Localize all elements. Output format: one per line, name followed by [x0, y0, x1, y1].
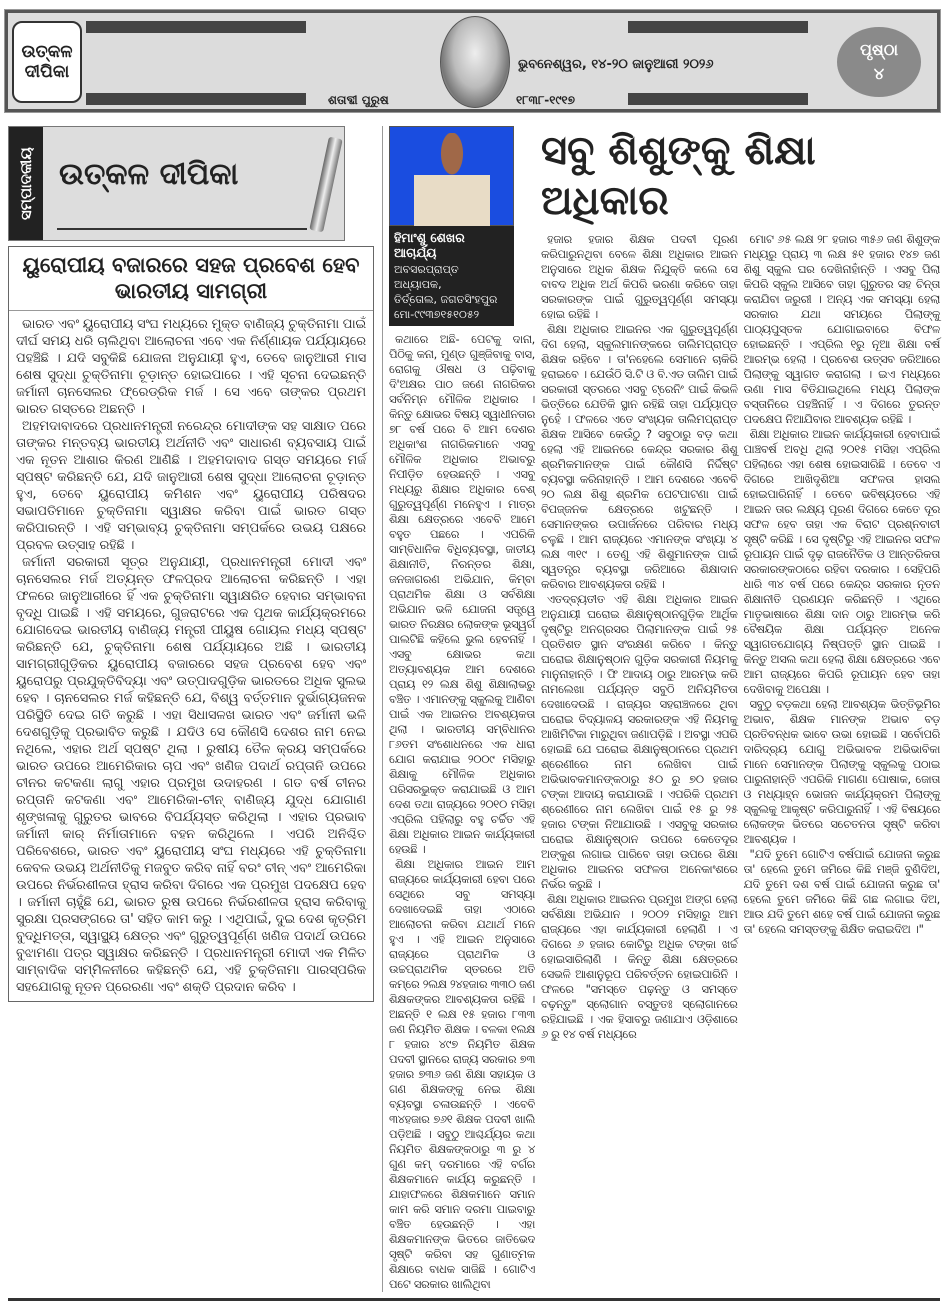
- founder-portrait: [440, 16, 510, 108]
- paragraph: ଅହମଦାବାଦରେ ପ୍ରଧାନମନ୍ତ୍ରୀ ନରେନ୍ଦ୍ର ମୋଦୀଙ୍କ ସହ ସାକ୍ଷାତ ପରେ ତାଙ୍କର ମନ୍ତବ୍ୟ ଭାରତୀୟ ଅର୍ଥନୀତି ଏବଂ ସାଧାରଣ ବ୍ୟବସାୟ ପାଇଁ ଏକ ନୂତନ ଆଶାର କିରଣ ଆଣିଛି । ଅହମଦାବାଦ ଗସ୍ତ ସମୟରେ ମର୍ଜ ସ୍ପଷ୍ଟ କରିଛନ୍ତି ଯେ, ଯଦି ଜାନୁଆରୀ ଶେଷ ସୁଦ୍ଧା ଆଲୋଚନା ଚୂଡ଼ାନ୍ତ ହୁଏ, ତେବେ ୟୁରୋପୀୟ କମିଶନ ଏବଂ ୟୁରୋପୀୟ ପରିଷଦର ସଭାପତିମାନେ ଚୁକ୍ତିନାମା ସ୍ୱାକ୍ଷର କରିବା ପାଇଁ ଭାରତ ଗସ୍ତ କରିପାରନ୍ତି । ଏହି ସମ୍ଭାବ୍ୟ ଚୁକ୍ତିନାମା ସମ୍ପର୍କରେ ଉଭୟ ପକ୍ଷରେ ପ୍ରବଳ ଉତ୍ସାହ ରହିଛି ।: [16, 419, 366, 553]
- article-columns: [541, 232, 940, 1042]
- article-column-1: [389, 332, 535, 1292]
- logo-text: ଉତ୍କଳ ଦୀପିକା: [21, 41, 73, 82]
- portrait-years: ୧୮୩୮-୧୯୧୭: [516, 93, 576, 107]
- paragraph: ଶିକ୍ଷା ଅଧିକାର ଆଇନ ଆମ ରାଜ୍ୟରେ କାର୍ଯ୍ୟକାରୀ ହେବା ପରେ ସେଥିରେ ସବୁ ସମସ୍ୟା ଦେଖାଦେଇଛି ତାହା ଏଠାରେ ଆଲୋଚନା କରିବା ଯଥାର୍ଥ ମନେ ହୁଏ । ଏହି ଆଇନ ଅନୁସାରେ ରାଜ୍ୟରେ ପ୍ରାଥମିକ ଓ ଉଚ୍ଚପ୍ରାଥମିକ ସ୍ତରରେ ଅତି କମ୍‌ରେ ୨ଲକ୍ଷ ୨୪ହଜାର ୩୩୦ ଜଣ ଶିକ୍ଷକଙ୍କର ଆବଶ୍ୟକତା ରହିଛି । ଅଛନ୍ତି ୧ ଲକ୍ଷ ୧୫ ହଜାର ୮୩୩ ଜଣ ନିୟମିତ ଶିକ୍ଷକ । ବଳକା ୧ଲକ୍ଷ ୮ ହଜାର ୪୯୭ ନିୟମିତ ଶିକ୍ଷକ ପଦବୀ ସ୍ଥାନରେ ରାଜ୍ୟ ସରକାର ୭୩ ହଜାର ୭୩୬ ଜଣ ଶିକ୍ଷା ସହାୟକ ଓ ଗଣ ଶିକ୍ଷକଙ୍କୁ ନେଇ ଶିକ୍ଷା ବ୍ୟବସ୍ଥା ଚଳାଉଛନ୍ତି । ଏବେବି ୩୪ହଜାର ୭୬୧ ଶିକ୍ଷକ ପଦବୀ ଖାଲି ପଡ଼ିଅଛି । ସବୁଠୁ ଆଶ୍ଚର୍ଯ୍ୟର କଥା ନିୟମିତ ଶିକ୍ଷକଙ୍କଠାରୁ ୩ ରୁ ୪ ଗୁଣ କମ୍ ଦରମାରେ ଏହି ବର୍ଗର ଶିକ୍ଷକମାନେ କାର୍ଯ୍ୟ କରୁଛନ୍ତି । ଯାହାଫଳରେ ଶିକ୍ଷକମାନେ ସମାନ କାମ କରି ସମାନ ଦରମା ପାଇବାରୁ ବଞ୍ଚିତ ହେଉଛନ୍ତି । ଏହା ଶିକ୍ଷକମାନଙ୍କ ଭିତରେ ଜାତିଭେଦ ସୃଷ୍ଟି କରିବା ସହ ଗୁଣାତ୍ମକ ଶିକ୍ଷାରେ ବାଧକ ସାଜିଛି । ଗୋଟିଏ ପଟେ ସରକାର ଖାଲିଥିବା: [389, 857, 535, 1291]
- author-box: [389, 226, 514, 326]
- issue-date: ଭୁବନେଶ୍ୱର, ୧୪-୨୦ ଜାନୁଆରୀ ୨୦୨୬: [518, 57, 714, 72]
- article-title: ସବୁ ଶିଶୁଙ୍କୁ ଶିକ୍ଷା ଅଧିକାର: [541, 128, 816, 224]
- paragraph: ଶିକ୍ଷା ଅଧିକାର ଆଇନର ଏକ ଗୁରୁତ୍ୱପୂର୍ଣ୍ଣ ଦିଗ ହେଲା, ସ୍କୁଲମାନଙ୍କରେ ତାଲିମପ୍ରାପ୍ତ ଶିକ୍ଷକ ରହିବେ । ତା'ନହେଲେ ସେମାନେ ଚାକିରି ହରାଇବେ । ଯେଉଁଠି ସି.ଟି ଓ ବି.ଏଡ ତାଲିମ ପାଇଁ ସରକାରୀ ସ୍ତରରେ ଏସବୁ ଟ୍ରେନିଂ ପାଇଁ କିଭଳି ଭିତ୍ତିରେ ଯେତିକି ସ୍ଥାନ ରହିଛି ତାହା ପର୍ଯ୍ୟାପ୍ତ ନୁହେଁ । ଫଳରେ ଏତେ ସଂଖ୍ୟକ ତାଲିମପ୍ରାପ୍ତ ଶିକ୍ଷକ ଆସିବେ କେଉଁଠୁ ? ସବୁଠାରୁ ବଡ଼ କଥା ହେଲା ଏହି ଆଇନରେ କେନ୍ଦ୍ର ସରକାର ଶିଶୁ ଶ୍ରମିକମାନଙ୍କ ପାଇଁ କୌଣସି ନିର୍ଦ୍ଦିଷ୍ଟ ବ୍ୟବସ୍ଥା କରିନାହାନ୍ତି । ଆମ ଦେଶରେ ଏବେବି ୨୦ ଲକ୍ଷ ଶିଶୁ ଶ୍ରମିକ ପେଟପାଟଣା ପାଇଁ ବିପଜ୍ଜନକ କ୍ଷେତ୍ରରେ ଖଟୁଛନ୍ତି । ସେମାନଙ୍କର ଉପାର୍ଜନରେ ପରିବାର ମଧ୍ୟ ଚଳୁଛି । ଆମ ରାଜ୍ୟରେ ଏମାନଙ୍କ ସଂଖ୍ୟା ୪ ଲକ୍ଷ ୩୧୯ । ତେଣୁ ଏହି ଶିଶୁମାନଙ୍କ ପାଇଁ ସ୍ୱତନ୍ତ୍ର ବ୍ୟବସ୍ଥା ଜରିଆରେ ଶିକ୍ଷାଦାନ କରିବାର ଆବଶ୍ୟକତା ରହିଛି ।: [541, 322, 738, 591]
- page-body: [8, 126, 940, 1292]
- masthead: [5, 10, 940, 112]
- author-role: ଅବସରପ୍ରାପ୍ତ ଅଧ୍ୟାପକ,: [394, 263, 459, 291]
- paragraph: ଶିକ୍ଷା ଅଧିକାର ଆଇନର ପ୍ରମୁଖ ଅଙ୍ଗ ହେଲା ସର୍ବଶିକ୍ଷା ଅଭିଯାନ । ୨୦୦୨ ମସିହାରୁ ଆମ ରାଜ୍ୟରେ ଏହା କାର୍ଯ୍ୟକାରୀ ହେଲାଣି । ଏ ଦିଗରେ ୬ ହଜାର କୋଟିରୁ ଅଧିକ ଟଙ୍କା ଖର୍ଚ୍ଚ ହୋଇସାରିଲାଣି । କିନ୍ତୁ ଶିକ୍ଷା କ୍ଷେତ୍ରରେ ସେଭଳି ଆଶାନୁରୂପ ପରିବର୍ତ୍ତନ ହୋଇପାରିନି । ଫଳରେ "ସମସ୍ତେ ପଢ଼ନ୍ତୁ ଓ ସମସ୍ତେ ବଢ଼ନ୍ତୁ" ସ୍ଲୋଗାନ ବସ୍ତୁତଃ ସ୍ଲୋଗାନରେ ରହିଯାଇଛି । ଏକ ହିସାବରୁ ଜଣାଯାଏ ଓଡ଼ିଶାରେ ୬ ରୁ ୧୪ ବର୍ଷ ମଧ୍ୟରେ: [541, 892, 738, 1041]
- decorative-bar: [86, 93, 306, 105]
- paragraph: ସବୁଠୁ ବଡ଼କଥା ହେଲା ଆବଶ୍ୟକ ଭିତ୍ତିଭୂମିର ଅଭାବ, ଶିକ୍ଷକ ମାନଙ୍କ ଅଭାବ ବଡ଼ ପ୍ରତିବନ୍ଧକ ଭାବେ ଉଭା ହୋଇଛି । ସର୍ବୋପରି ଦାରିଦ୍ର୍ୟ ଯୋଗୁ ଅଭିଭାବକ ଅଭିଭାବିକା ମାନେ ସେମାନଙ୍କ ପିଲାଙ୍କୁ ସ୍କୁଲକୁ ପଠାଇ ପାରୁନାହାନ୍ତି ଏପରିକି ମାଗଣା ପୋଷାକ, ଜୋତା ଓ ମଧ୍ୟାହ୍ନ ଭୋଜନ କାର୍ଯ୍ୟକ୍ରମ ପିଲାଙ୍କୁ ସ୍କୁଲକୁ ଆକୃଷ୍ଟ କରିପାରୁନାହିଁ । ଏହି ବିଷୟରେ ଲୋକଙ୍କ ଭିତରେ ସଚେତନତା ସୃଷ୍ଟି କରିବା ଆବଶ୍ୟକ ।: [743, 697, 940, 846]
- bottom-rule: [8, 1298, 940, 1301]
- article-main-area: [541, 126, 940, 1292]
- editorial-article: [8, 246, 374, 1002]
- feature-article: [382, 126, 940, 1292]
- paragraph: ଏତଦ୍‌ବ୍ୟତୀତ ଏହି ଶିକ୍ଷା ଅଧିକାର ଆଇନ ଅନୁଯାୟୀ ଘରୋଇ ଶିକ୍ଷାନୁଷ୍ଠାନଗୁଡ଼ିକ ଆର୍ଥିକ ଦୃଷ୍ଟିରୁ ଅନଗ୍ରସର ପିଲାମାନଙ୍କ ପାଇଁ ୨୫ ପ୍ରତିଶତ ସ୍ଥାନ ସଂରକ୍ଷଣ କରିବେ । କିନ୍ତୁ ଘରୋଇ ଶିକ୍ଷାନୁଷ୍ଠାନ ଗୁଡ଼ିକ ସରକାରୀ ନିୟମକୁ ମାନୁନାହାନ୍ତି । ଫି ଆଦାୟ ଠାରୁ ଆରମ୍ଭ କରି ନାମଲେଖା ପର୍ଯ୍ୟନ୍ତ ସବୁଠି ଅନିୟମିତତା ଦେଖାଦେଉଛି । ରାଜ୍ୟର ସହରାଞ୍ଚଳରେ ଥିବା ଘରୋଇ ବିଦ୍ୟାଳୟ ସରକାରଙ୍କ ଏହି ନିୟମକୁ ଆଖିମିଟିକା ମାରୁଥିବା ଜଣାପଡ଼ିଛି । ଅବସ୍ଥା ଏପରି ହୋଇଛି ଯେ ଘରୋଇ ଶିକ୍ଷାନୁଷ୍ଠାନରେ ପ୍ରଥମ ଶ୍ରେଣୀରେ ନାମ ଲେଖିବା ପାଇଁ ଅଭିଭାବକମାନଙ୍କଠାରୁ ୫୦ ରୁ ୭୦ ହଜାର ଟଙ୍କା ଆଦାୟ କରାଯାଉଛି । ଏପରିକି ପ୍ରଥମ ଶ୍ରେଣୀରେ ନାମ ଲେଖିବା ପାଇଁ ୧୫ ରୁ ୨୫ ହଜାର ଟଙ୍କା ନିଆଯାଉଛି । ଏସବୁକୁ ସରକାର ଘରୋଇ ଶିକ୍ଷାନୁଷ୍ଠାନ ଉପରେ କେତେଦୂର ଅଙ୍କୁଶ ଲଗାଇ ପାରିବେ ତାହା ଉପରେ ଶିକ୍ଷା ଅଧିକାର ଆଇନର ସଫଳତା ଅନେକାଂଶରେ ନିର୍ଭର କରୁଛି ।: [541, 592, 738, 891]
- article-column-2: [541, 232, 738, 1042]
- editorial-header: [8, 126, 345, 241]
- article-column-3: [744, 232, 941, 1042]
- page-number: ୪: [873, 64, 885, 83]
- decorative-bar: [628, 93, 808, 105]
- paragraph: ଜର୍ମାନୀ ସରକାରୀ ସୂତ୍ର ଅନୁଯାୟୀ, ପ୍ରଧାନମନ୍ତ୍ରୀ ମୋଦୀ ଏବଂ ଚାନସେଲର ମର୍ଜ ଅତ୍ୟନ୍ତ ଫଳପ୍ରଦ ଆଲୋଚନା କରିଛନ୍ତି । ଏହା ଫଳରେ ଜାନୁଆରୀରେ ହିଁ ଏକ ଚୁକ୍ତିନାମା ସ୍ୱାକ୍ଷରିତ ହେବାର ସମ୍ଭାବନା ବୃଦ୍ଧି ପାଇଛି । ଏହି ସମୟରେ, ଗୁଜରାଟରେ ଏକ ପୃଥକ କାର୍ଯ୍ୟକ୍ରମରେ ଯୋଗଦେଇ ଭାରତୀୟ ବାଣିଜ୍ୟ ମନ୍ତ୍ରୀ ପୀୟୁଷ ଗୋୟଲ ମଧ୍ୟ ସ୍ପଷ୍ଟ କରିଛନ୍ତି ଯେ, ଚୁକ୍ତିନାମା ଶେଷ ପର୍ଯ୍ୟାୟରେ ଅଛି । ଭାରତୀୟ ସାମଗ୍ରୀଗୁଡ଼ିକର ୟୁରୋପୀୟ ବଜାରରେ ସହଜ ପ୍ରବେଶ ହେବ ଏବଂ ୟୁରୋପରୁ ପ୍ରଯୁକ୍ତିବିଦ୍ୟା ଏବଂ ଉତ୍ପାଦଗୁଡ଼ିକ ଭାରତରେ ଅଧିକ ସୁଲଭ ହେବ । ଚାନସେଲର ମର୍ଜ କହିଛନ୍ତି ଯେ, ବିଶ୍ୱ ବର୍ତ୍ତମାନ ଦୁର୍ଭାଗ୍ୟଜନକ ପରିସ୍ଥିତି ଦେଇ ଗତି କରୁଛି । ଏହା ସିଧାସଳଖ ଭାରତ ଏବଂ ଜର୍ମାନୀ ଭଳି ଦେଶଗୁଡ଼ିକୁ ପ୍ରଭାବିତ କରୁଛି । ଯଦିଓ ସେ କୌଣସି ଦେଶର ନାମ ନେଇ ନଥିଲେ, ଏହାର ଅର୍ଥ ସ୍ପଷ୍ଟ ଥିଲା । ରୁଷୀୟ ତୈଳ କ୍ରୟ ସମ୍ପର୍କରେ ଭାରତ ଉପରେ ଆମେରିକାର ଚାପ ଏବଂ ଖଣିଜ ପଦାର୍ଥ ରପ୍ତାନି ଉପରେ ଚୀନର କଟକଣା ଲାଗୁ ଏହାର ପ୍ରମୁଖ ଉଦାହରଣ । ଗତ ବର୍ଷ ଚୀନର ରପ୍ତାନି କଟକଣା ଏବଂ ଆମେରିକା-ଚୀନ୍ ବାଣିଜ୍ୟ ଯୁଦ୍ଧ ଯୋଗାଣ ଶୃଙ୍ଖଳାକୁ ଗୁରୁତର ଭାବରେ ବିପର୍ଯ୍ୟସ୍ତ କରିଥିଲା । ଏହାର ପ୍ରଭାବ ଜର୍ମାନୀ କାର୍ ନିର୍ମାତାମାନେ ବହନ କରିଥିଲେ । ଏପରି ଅନିଶ୍ଚିତ ପରିବେଶରେ, ଭାରତ ଏବଂ ୟୁରୋପୀୟ ସଂଘ ମଧ୍ୟରେ ଏହି ଚୁକ୍ତିନାମା କେବଳ ଉଭୟ ଅର୍ଥନୀତିକୁ ମଜବୁତ କରିବ ନାହିଁ ବରଂ ଚୀନ୍ ଏବଂ ଆମେରିକା ଉପରେ ନିର୍ଭରଶୀଳତା ହ୍ରାସ କରିବା ଦିଗରେ ଏକ ପ୍ରମୁଖ ପଦକ୍ଷେପ ହେବ । ଜର୍ମାନୀ ଚାହୁଁଛି ଯେ, ଭାରତ ରୁଷ ଉପରେ ନିର୍ଭରଶୀଳତା ହ୍ରାସ କରିବାକୁ ସୁରକ୍ଷା ପ୍ରସଙ୍ଗରେ ତା' ସହିତ କାମ କରୁ । ଏଥିପାଇଁ, ଦୁଇ ଦେଶ କୃତ୍ରିମ ବୁଦ୍ଧିମତ୍ତା, ସ୍ୱାସ୍ଥ୍ୟ କ୍ଷେତ୍ର ଏବଂ ଗୁରୁତ୍ୱପୂର୍ଣ୍ଣ ଖଣିଜ ପଦାର୍ଥ ଉପରେ ବୁଝାମଣା ପତ୍ର ସ୍ୱାକ୍ଷର କରିଛନ୍ତି । ପ୍ରଧାନମନ୍ତ୍ରୀ ମୋଦୀ ଏକ ମିଳିତ ସାମ୍ବାଦିକ ସମ୍ମିଳନୀରେ କହିଛନ୍ତି ଯେ, ଏହି ଚୁକ୍ତିନାମା ପାରସ୍ପରିକ ସହଯୋଗକୁ ନୂତନ ପ୍ରେରଣା ଏବଂ ଶକ୍ତି ପ୍ରଦାନ କରିବ ।: [16, 555, 366, 995]
- paragraph: ଭାରତ ଏବଂ ୟୁରୋପୀୟ ସଂଘ ମଧ୍ୟରେ ମୁକ୍ତ ବାଣିଜ୍ୟ ଚୁକ୍ତିନାମା ପାଇଁ ଦୀର୍ଘ ସମୟ ଧରି ଚାଲିଥିବା ଆଲୋଚନା ଏବେ ଏକ ନିର୍ଣ୍ଣାୟକ ପର୍ଯ୍ୟାୟରେ ପହଞ୍ଚିଛି । ଯଦି ସବୁକିଛି ଯୋଜନା ଅନୁଯାୟୀ ହୁଏ, ତେବେ ଜାନୁଆରୀ ମାସ ଶେଷ ସୁଦ୍ଧା ଚୁକ୍ତିନାମା ଚୂଡ଼ାନ୍ତ ହୋଇପାରେ । ଏହି ସୂଚନା ଦେଇଛନ୍ତି ଜର୍ମାନୀ ଚାନସେଲର ଫ୍ରେଡ୍ରିକ ମର୍ଜ । ସେ ଏବେ ତାଙ୍କର ପ୍ରଥମ ଭାରତ ଗସ୍ତରେ ଅଛନ୍ତି ।: [16, 317, 366, 417]
- article-left-strip: [389, 126, 535, 1292]
- section-tab: ସମ୍ପାଦକୀୟ: [9, 127, 43, 240]
- editorial-body: [9, 311, 373, 1001]
- portrait-caption: ଶତାବ୍ଦୀ ପୁରୁଷ: [328, 93, 389, 107]
- page-number-badge: [837, 27, 921, 97]
- page-label: ପୃଷ୍ଠା: [859, 40, 899, 59]
- paragraph: ହଜାର ହଜାର ଶିକ୍ଷକ ପଦବୀ ପୂରଣ କରିପାରୁନଥିବା ବେଳେ ଶିକ୍ଷା ଅଧିକାର ଆଇନ ଅନୁସାରେ ଅଧିକ ଶିକ୍ଷକ ନିଯୁକ୍ତି କଲେ ସେ ବାବଦ ଅଧିକ ଅର୍ଥ କିପରି ଭରଣା କରିବେ ତାହା ସରକାରଙ୍କ ପାଇଁ ଗୁରୁତ୍ୱପୂର୍ଣ୍ଣ ସମସ୍ୟା ହୋଇ ରହିଛି ।: [541, 232, 738, 321]
- editorial-logo: ଉତ୍କଳ ଦୀପିକା: [59, 157, 239, 192]
- author-phone: ମୋ-୯୯୩୭୧୫୧୦୫୨: [394, 308, 480, 321]
- pen-icon: [309, 137, 342, 233]
- newspaper-logo: [12, 21, 82, 103]
- decorative-bar: [86, 21, 306, 33]
- paragraph: "ଯଦି ତୁମେ ଗୋଟିଏ ବର୍ଷପାଇଁ ଯୋଜନା କରୁଛ ତା' ହେଲେ ତୁମେ ଜମିରେ କିଛି ମଞ୍ଜି ବୁଣିଦିଅ, ଯଦି ତୁମେ ଦଶ ବର୍ଷ ପାଇଁ ଯୋଜନା କରୁଛ ତା' ହେଲେ ତୁମେ ଜମିରେ କିଛି ଗଛ ଲଗାଇ ଦିଅ, ଆଉ ଯଦି ତୁମେ ଶହେ ବର୍ଷ ପାଇଁ ଯୋଜନା କରୁଛ ତା' ହେଲେ ସମସ୍ତଙ୍କୁ ଶିକ୍ଷିତ କରାଇଦିଅ ।": [743, 847, 940, 936]
- paragraph: ମୋଟ ୬୫ ଲକ୍ଷ ୨୮ ହଜାର ୩୫୬ ଜଣ ଶିଶୁଙ୍କ ମଧ୍ୟରୁ ପ୍ରାୟ ୩ ଲକ୍ଷ ୫୧ ହଜାର ୧୪୭ ଜଣ ଶିଶୁ ସ୍କୁଲ ଘର ଦେଖିନାହାଁନ୍ତି । ଏସବୁ ପିଲା କିପରି ସ୍କୁଲ ଆସିବେ ତାହା ଗୁରୁତର ସହ ଚିନ୍ତା କରାଯିବା ଜରୁରୀ । ଅନ୍ୟ ଏକ ସମସ୍ୟା ହେଲା ସରକାର ଯଥା ସମୟରେ ପିଲାଙ୍କୁ ପାଠ୍ୟପୁସ୍ତକ ଯୋଗାଇବାରେ ବିଫଳ ହୋଇଛନ୍ତି । ଏପ୍ରିଲ ୧ରୁ ନୂଆ ଶିକ୍ଷା ବର୍ଷ ଆରମ୍ଭ ହେଲା । ପ୍ରବେଶ ଉତ୍ସବ ଜରିଆରେ ପିଲାଙ୍କୁ ସ୍ୱାଗତ କରାଗଲା । ଇଏ ମଧ୍ୟରେ ଉଣା ମାସ ବିତିଯାଇଥିଲେ ମଧ୍ୟ ପିଲାଙ୍କ ବସ୍ତାନିରେ ପହଞ୍ଚିନାହିଁ । ଏ ଦିଗରେ ତୁରନ୍ତ ପଦକ୍ଷେପ ନିଆଯିବାର ଆବଶ୍ୟକ ରହିଛି ।: [743, 232, 940, 426]
- decorative-bar: [628, 21, 808, 33]
- author-photo: [389, 126, 514, 226]
- author-place: ତିର୍ତ୍ତୋଲ, ଜଗତସିଂହପୁର: [394, 293, 498, 306]
- author-name: ହିମାଂଶୁ ଶେଖର ଆଚାର୍ଯ୍ୟ: [394, 230, 465, 260]
- paragraph: ଶିକ୍ଷା ଅଧିକାର ଆଇନ କାର୍ଯ୍ୟକାରୀ ହେବାପାଇଁ ପାଞ୍ଚବର୍ଷ ଅବଧି ଥିଲା ୨୦୧୫ ମସିହା ଏପ୍ରିଲ ପହିଲାରେ ଏହା ଶେଷ ହୋଇସାରିଛି । ତେବେ ଏ ଦିଗରେ ଆଖିଦୃଶିଆ ସଫଳତା ହାସଲ ହୋଇପାରିନାହିଁ । ତେବେ ଭବିଷ୍ୟତରେ ଏହି ଆଇନ ତାର ଲକ୍ଷ୍ୟ ପୂରଣ ଦିଗରେ କେତେ ଦୂର ସଫଳ ହେବ ତାହା ଏକ ବିରାଟ ପ୍ରଶ୍ନବାଚୀ ସୃଷ୍ଟି କରିଛି । ସେ ଦୃଷ୍ଟିରୁ ଏହି ଆଇନର ସଫଳ ରୂପାୟନ ପାଇଁ ଦୃଢ଼ ରାଜନୈତିକ ଓ ଆନ୍ତରିକତା ସରକାରଙ୍କଠାରେ ରହିବା ଦରକାର । ସେହିପରି ଧାରି ୩୪ ବର୍ଷ ପରେ କେନ୍ଦ୍ର ସରକାର ନୂତନ ଶିକ୍ଷାନୀତି ପ୍ରଣୟନ କରିଛନ୍ତି । ଏଥିରେ ମାତୃଭାଷାରେ ଶିକ୍ଷା ଦାନ ଠାରୁ ଆରମ୍ଭ କରି ବୈଷୟିକ ଶିକ୍ଷା ପର୍ଯ୍ୟନ୍ତ ଅନେକ ସ୍ୱାଗତଯୋଗ୍ୟ ନିଷ୍ପତ୍ତି ସ୍ଥାନ ପାଇଛି । କିନ୍ତୁ ଅସଲ କଥା ହେଲା ଶିକ୍ଷା କ୍ଷେତ୍ରରେ ଏବେ ଆମ ରାଜ୍ୟରେ କିପରି ରୂପାୟନ ହେବ ତାହା ଦେଖିବାକୁ ଅପେକ୍ଷା ।: [743, 427, 940, 696]
- divider: [57, 228, 307, 230]
- paragraph: କଥାରେ ଅଛି- ପେଟକୁ ଦାନା, ପିଠିକୁ କନା, ମୁଣ୍ଡ ଗୁଞ୍ଜିବାକୁ ବାସ, ରୋଗକୁ ଔଷଧ ଓ ପଢ଼ିବାକୁ ଦି'ଅକ୍ଷର ପାଠ ଜଣେ ନାଗରିକର ସର୍ବନିମ୍ନ ମୌଳିକ ଅଧିକାର । କିନ୍ତୁ କ୍ଷୋଭର ବିଷୟ ସ୍ୱାଧୀନତାର ୭୮ ବର୍ଷ ପରେ ବି ଆମ ଦେଶର ଅଧିକାଂଶ ନାଗରିକମାନେ ଏସବୁ ମୌଳିକ ଅଧିକାର ଅଭାବରୁ ନିପୀଡ଼ିତ ହେଉଛନ୍ତି । ଏସବୁ ମଧ୍ୟରୁ ଶିକ୍ଷାର ଅଧିକାର ବେଶ୍ ଗୁରୁତ୍ୱପୂର୍ଣ୍ଣ ମନେହୁଏ । ମାତ୍ର ଶିକ୍ଷା କ୍ଷେତ୍ରରେ ଏବେବି ଆମେ ବହୁତ ପଛରେ । ଏପରିକି ସାମ୍ବିଧାନିକ ବିଧିବ୍ୟବସ୍ଥା, ଜାତୀୟ ଶିକ୍ଷାନୀତି, ନିରନ୍ତର ଶିକ୍ଷା, ଜନଜାଗରଣ ଅଭିଯାନ, କିମ୍ବା ପ୍ରାଥମିକ ଶିକ୍ଷା ଓ ସର୍ବଶିକ୍ଷା ଅଭିଯାନ ଭଳି ଯୋଜନା ସତ୍ତ୍ୱେ ଭାରତ ନିରକ୍ଷର ଲୋକଙ୍କ ଭୂସ୍ୱର୍ଗ ପାଲଟିଛି କହିଲେ ଭୁଲ ହେବନାହିଁ । ଏସବୁ କ୍ଷୋଭର କଥା ଅତ୍ୟାବଶ୍ୟକ ଆମ ଦେଶରେ ପ୍ରାୟ ୧୨ ଲକ୍ଷ ଶିଶୁ ଶିକ୍ଷାଲାଭରୁ ବଞ୍ଚିତ । ଏମାନଙ୍କୁ ସ୍କୁଲକୁ ଆଣିବା ପାଇଁ ଏକ ଆଇନର ଅବଶ୍ୟକତା ଥିଲା । ଭାରତୀୟ ସମ୍ବିଧାନର ୮୬ତମ ସଂଶୋଧନରେ ଏକ ଧାରା ଯୋଗ କରାଯାଇ ୨୦୦୯ ମସିହାରୁ ଶିକ୍ଷାକୁ ମୌଳିକ ଅଧିକାର ପରିସରଭୁକ୍ତ କରାଯାଇଛି ଓ ଆମ ଦେଶ ତଥା ରାଜ୍ୟରେ ୨୦୧୦ ମସିହା ଏପ୍ରିଲ ପହିଲାରୁ ବହୁ ଚର୍ଚ୍ଚିତ ଏହି ଶିକ୍ଷା ଅଧିକାର ଆଇନ କାର୍ଯ୍ୟକାରୀ ହେଉଛି ।: [389, 332, 535, 856]
- editorial-title: ୟୁରୋପୀୟ ବଜାରରେ ସହଜ ପ୍ରବେଶ ହେବ ଭାରତୀୟ ସାମଗ୍ରୀ: [9, 247, 373, 311]
- editorial-column: [8, 126, 374, 1002]
